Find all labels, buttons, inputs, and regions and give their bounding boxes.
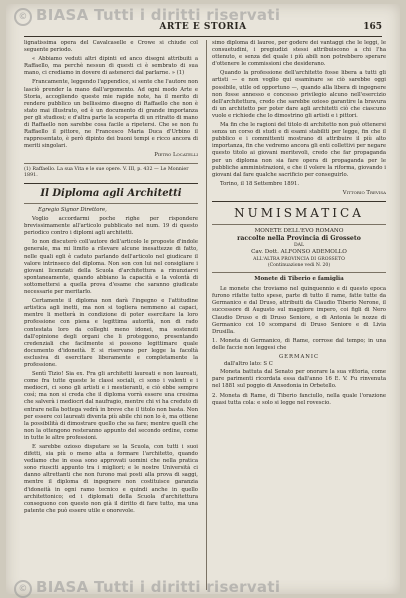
letter-paragraph-4: Sentì Tizio! Sia ex. Fra gli architetti laureati e non laureati, come fra tutte queste le classi sociali, ci sono i valenti e i mediocri, ci sono gli artisti e i mestieranti, e ciò ebbe sempre così; ma non si creda che il diploma vorrà essere una cresima che salverà i mediocri dal naufragio, mentre chi vi ha creduto di entrare nella bottega vedrà in breve che il titolo non basta. Non per essere coi laureati diventa più abile chi non lo è, ma ottiene la possibilità di dimostrare quello che sa fare; mentre quelli che non la ottengono resteranno appunto del secondo ordine, come in tutte le altre professioni. xyxy=(24,371,198,441)
section-title-rule xyxy=(24,203,198,204)
watermark-logo-icon: © xyxy=(14,8,32,26)
letter-signature: Vittorio Trevisa xyxy=(342,189,386,196)
coins-by: DAL xyxy=(293,243,305,249)
letter-salutation: Egregio Signor Direttore, xyxy=(38,207,107,214)
coins-author: Cav. Dott. ALFONSO ADEMOLLO xyxy=(251,249,347,256)
coin-item-1-legend: GERMANIC xyxy=(278,354,320,361)
footnote-rule xyxy=(24,163,198,164)
coins-rule xyxy=(212,272,386,273)
watermark-text: BIASA Tutti i diritti riservati xyxy=(36,6,281,24)
coins-continuation: (Continuazione vedi N. 20) xyxy=(267,262,331,268)
coins-subhead: Monete di Tiberio e famiglia xyxy=(254,275,344,282)
intro-paragraph-3: Francamente, leggendo l'appendice, si sente che l'autore non lasciò prender la mano dall'argomento. Ad ogni modo Arte e Storia, accogliendo queste mie rapide note, ha il merito di rendere pubblico un bellissimo disegno di Raffaello che non è stato mai illustrato, ed è un documento di grande importanza per gli studiosi; e d'altra parte la scoperta di un ritratto di mano di Raffaello non sarebbe cosa facile a ripetersi. Che se non fu Raffaello il pittore, ne Francesco Maria Duca d'Urbino il rappresentato, è però dipinto dei buoni tempi e ricco ancora di meriti singolari. xyxy=(24,79,198,150)
coin-item-1-reverse: dall'altro lato: S C xyxy=(224,361,273,368)
watermark-text: BIASA Tutti i diritti riservati xyxy=(36,578,281,596)
section-rule xyxy=(24,183,198,184)
right-paragraph-1: simo diploma di lauree, per godere dei vantaggi che le leggi, le consuetudini, i pregiudizi stessi attribuiscono a chi l'ha ottenuto, e senza del quale i più abili non potrebbero sperare d'ottenere le commissioni che desiderano. xyxy=(212,40,386,68)
watermark-logo-icon: © xyxy=(14,580,32,598)
numismatica-heading: NUMISMATICA xyxy=(234,205,364,220)
coins-author-sub: ALL'ALTRA PROVINCIA DI GROSSETO xyxy=(253,256,345,262)
place-date: Torino, il 18 Settembre 1891. xyxy=(220,180,300,187)
numismatica-rule-top xyxy=(212,201,386,202)
running-title: ARTE E STORIA xyxy=(159,22,247,32)
footnote: (1) Raffaello. La sua Vita e le sue opere. V. III, p. 432 — Le Monnier 1891. xyxy=(24,166,189,178)
section-title: Il Diploma agli Architetti xyxy=(40,188,182,200)
coins-title-2: raccolte nella Provincia di Grosseto xyxy=(237,235,361,243)
coins-title-1: MONETE DELL'EVO ROMANO xyxy=(254,227,344,234)
letter-paragraph-5: E sarebbe ozioso disputare se la Scuola, con tutti i suoi difetti, sia più o meno atta a formare l'architetto, quando vediamo che in essa sono approvati uomini che nella pratica sono riusciti appunto tra i migliori; e le nostre Università ci danno altrettanti che non furono mai posti alla prova di saggi, mentre il diploma di ingegnere non costituisce garanzia d'idoneità in ogni ramo tecnico e quindi anche in quello architettonico; ed i diplomati della Scuola d'architettura conseguono con questo non già il diritto di fare tutto, ma una patente che può essere utile e onorevole. xyxy=(24,444,198,514)
intro-paragraph-2: « Abbiamo veduti altri dipinti ed anco disegni attribuiti a Raffaello, ma perchè nessun di questi ci è sembrato di sua mano, ci crediamo in dovere di astenerci dal parlarne. » (1) xyxy=(24,56,198,77)
coin-item-1: 1. Moneta di Germanico, di Rame, corrose dal tempo; in una delle faccie non leggesi che xyxy=(212,337,386,351)
coin-item-1-note: Moneta battuta dal Senato per onorare la sua vittoria, come pare parimenti ricordata essa dall'anno 16 E. V. Fu rinvenuta nel 1881 sul poggio di Ansedonia in Orbetello. xyxy=(212,369,386,390)
right-paragraph-2: Quando la professione dell'architetto fosse libera a tutti gli artisti — e non voglio qui esaminare se ciò sarebbe oggi possibile, utile od opportuno —, quando alla libera di ingegnere non fosse annesso e concesso privilegio alcuno nell'esercizio dell'architettura, credo che sarebbe ozioso garantire la bravura di un architetto per poter dare agli architetti ciò che ciascuno vuole e richiede che lo dimostrino gli artisti e i pittori. xyxy=(212,70,386,119)
coins-paragraph-1: Le monete che troviamo nel quinquennio e di questo epoca furono rifatte tutto spese, parte di tutto il rame, fatte tutte da Germanico e dal Druso, attribuiti da Claudio Tiberio Nerone, il successore di Augusto sul maggiore impero, coi figli di Nero Claudio Druso e di Druso Seniore, e di Antonia le nozze di Germanico coi 10 scomparsi di Druso Seniore e di Livia Drusilla. xyxy=(212,286,386,335)
letter-paragraph-2: Io non discuterò coll'autore dell'articolo le proposte d'indole generale, ma mi limito a rilevare alcune inesattezze di fatto, nelle quali egli è caduto parlando dell'articolo nel giudicare il valore intrinseco del diploma. Non son con lui nel consigliare i giovani licenziati della Scuola d'architettura a rinunziarvi spontaneamente, quando abbiano la capacità e la volontà di sottomettersi a quella prova d'esame che saranno giudicate necessarie per meritarlo. xyxy=(24,239,198,296)
left-column xyxy=(24,40,198,584)
watermark-bottom xyxy=(14,578,280,596)
column-divider xyxy=(206,40,207,590)
page-number: 165 xyxy=(363,22,382,32)
coin-item-2: 2. Moneta di Rame, di Tiberio fanciullo, nella quale l'orazione quasi tutta cola: e solo si legge nel rovescio. xyxy=(212,392,386,406)
page-header xyxy=(24,22,382,37)
letter-paragraph-3: Certamente il diploma non darà l'ingegno e l'attitudine artistica agli inetti, ma non si togliera nemmeno ai capaci, mentre li metterà in condizione di poter esercitare la loro professione con piena e legittima autorità, non di rado contestata loro da colleghi meno idonei, ma sostenuti dall'opinione degli organi che li proteggono, presentando credenziali che facilmente si possono legittimare quale documento d'idoneità. E si riservano per legge la facoltà esclusiva di esercitare liberamente e completamente la professione. xyxy=(24,298,198,368)
newspaper-page xyxy=(6,4,400,594)
numismatica-rule-bottom xyxy=(212,224,386,225)
right-paragraph-3: Ma fin che le ragioni del titolo di architetto non può ottenersi senza un corso di studi e di esami stabiliti per legge, fin che il pubblico e i committenti mostrano di attribuire il più alto importanza, fin che vedremo ancora gli enti collettivi per negare questo titolo ai giovani meritevoli, credo che far propaganda per un diploma non sia fare opera di propaganda per le pubbliche amministrazioni, e che il volere la riforma, giovando i giovani dal fare qualche sacrificio per conseguirlo. xyxy=(212,122,386,178)
intro-paragraph-1: lignatissima opera del Cavalcaselle e Crowe si chiude col seguente periodo. xyxy=(24,40,198,54)
letter-paragraph-1: Voglio accordarmi poche righe per rispondere brevissimamente all'articolo pubblicato nel num. 19 di questo periodico contro i diplomi agli architetti. xyxy=(24,216,198,237)
article-signature: Pietro Locatelli xyxy=(154,152,198,159)
right-column xyxy=(212,40,386,584)
